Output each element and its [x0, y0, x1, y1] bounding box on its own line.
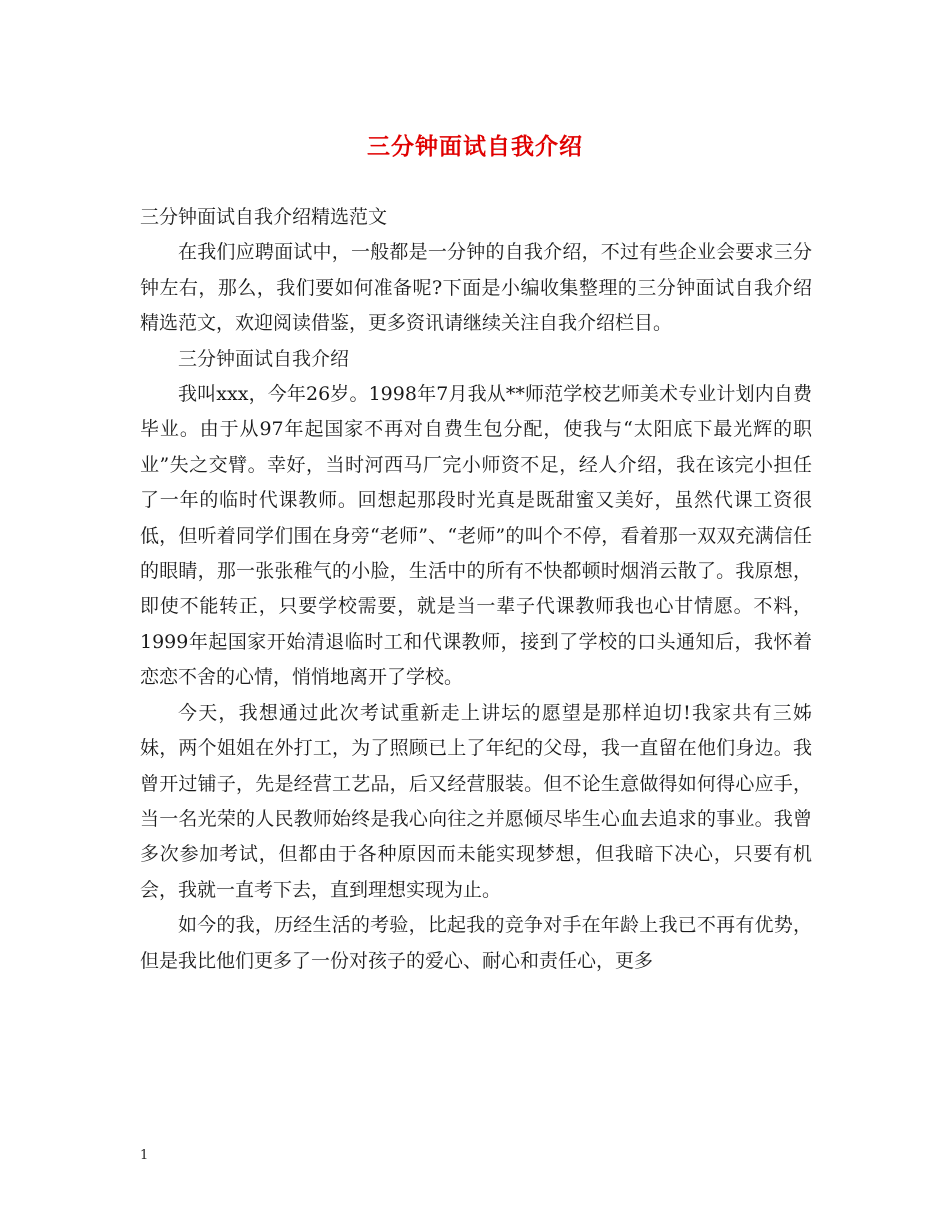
section-heading: 三分钟面试自我介绍 [178, 347, 350, 370]
page-number: 1 [140, 1148, 149, 1163]
document-title: 三分钟面试自我介绍 [367, 133, 583, 160]
body-paragraph: 我叫xxx，今年26岁。1998年7月我从**师范学校艺师美术专业计划内自费毕业。由于从97年起国家不再对自费生包分配，使我与“太阳底下最光辉的职业”失之交臂。幸好，当时河西马厂完小师资不足，经人介绍，我在该完小担任了一年的临时代课教师。回想起那段时光真是既甜蜜又美好，虽然代课工资很低，但听着同学们围在身旁“老师”、“老师”的叫个不停，看着那一双双充满信任的眼睛，那一张张稚气的小脸，生活中的所有不快都顿时烟消云散了。我原想，即使不能转正，只要学校需要，就是当一辈子代课教师我也心甘情愿。不料，1999年起国家开始清退临时工和代课教师，接到了学校的口头通知后，我怀着恋恋不舍的心情，悄悄地离开了学校。 [140, 383, 812, 689]
body-paragraph: 如今的我，历经生活的考验，比起我的竞争对手在年龄上我已不再有优势，但是我比他们更多了一份对孩子的爱心、耐心和责任心，更多 [140, 914, 812, 972]
body-paragraph: 今天，我想通过此次考试重新走上讲坛的愿望是那样迫切!我家共有三姊妹，两个姐姐在外打工，为了照顾已上了年纪的父母，我一直留在他们身边。我曾开过铺子，先是经营工艺品，后又经营服装。但不论生意做得如何得心应手，当一名光荣的人民教师始终是我心向往之并愿倾尽毕生心血去追求的事业。我曾多次参加考试，但都由于各种原因而未能实现梦想，但我暗下决心，只要有机会，我就一直考下去，直到理想实现为止。 [140, 701, 812, 901]
intro-paragraph: 在我们应聘面试中，一般都是一分钟的自我介绍，不过有些企业会要求三分钟左右，那么，我们要如何准备呢?下面是小编收集整理的三分钟面试自我介绍精选范文，欢迎阅读借鉴，更多资讯请继续关注自我介绍栏目。 [140, 241, 812, 335]
document-body [140, 200, 812, 979]
subtitle-paragraph: 三分钟面试自我介绍精选范文 [140, 206, 388, 228]
